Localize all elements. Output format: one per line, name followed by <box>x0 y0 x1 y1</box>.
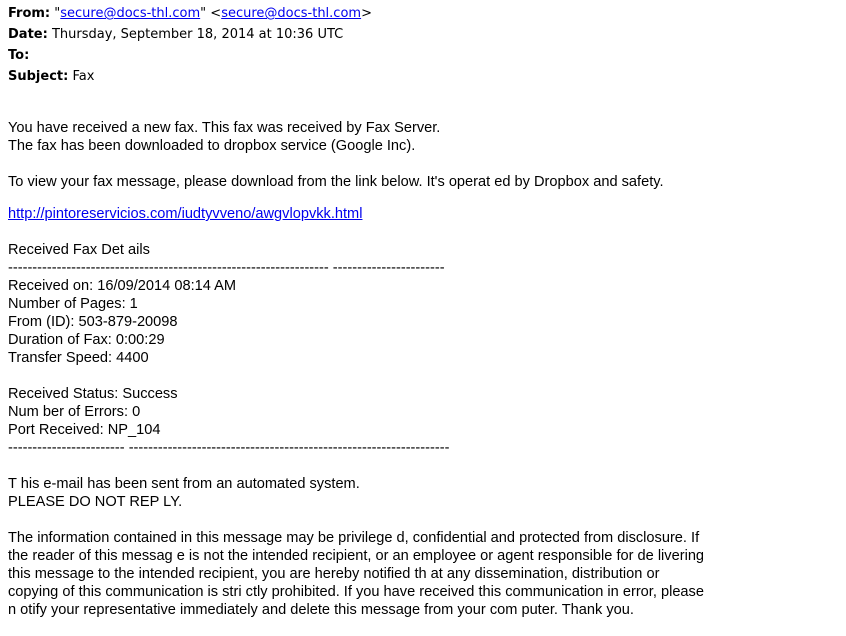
date-value: Thursday, September 18, 2014 at 10:36 UTC <box>51 27 344 42</box>
intro-line-2: The fax has been downloaded to dropbox service (Google Inc). <box>8 138 416 154</box>
from-row <box>8 6 372 22</box>
disclaimer-line-1: The information contained in this message may be privilege d, confidential and protected from disclosure. If <box>8 530 700 546</box>
view-instruction: To view your fax message, please download from the link below. It's operat ed by Dropbox and safety. <box>8 174 664 190</box>
subject-value: Fax <box>72 69 95 84</box>
transfer-speed: Transfer Speed: 4400 <box>8 350 149 366</box>
from-quote-close: " <box>200 6 207 21</box>
fax-link-row <box>8 205 362 223</box>
separator-bottom: ------------------------ ------------------------------------------------------------------ <box>8 440 450 456</box>
disclaimer-line-3: this message to the intended recipient, you are hereby notified th at any dissemination, distribution or <box>8 566 660 582</box>
from-label: From: <box>8 6 51 21</box>
separator-top: ------------------------------------------------------------------ ----------------------- <box>8 260 445 276</box>
date-label: Date: <box>8 27 48 42</box>
from-name-link[interactable]: secure@docs-thl.com <box>60 6 201 21</box>
do-not-reply: PLEASE DO NOT REP LY. <box>8 494 183 510</box>
to-row <box>8 48 29 64</box>
disclaimer-line-5: n otify your representative immediately and delete this message from your com puter. Thank you. <box>8 602 634 618</box>
date-row <box>8 27 343 43</box>
from-email-link[interactable]: secure@docs-thl.com <box>221 6 362 21</box>
from-bracket-close: > <box>361 6 372 21</box>
from-id: From (ID): 503-879-20098 <box>8 314 178 330</box>
number-of-errors: Num ber of Errors: 0 <box>8 404 141 420</box>
duration: Duration of Fax: 0:00:29 <box>8 332 165 348</box>
number-of-pages: Number of Pages: 1 <box>8 296 138 312</box>
from-bracket-open: < <box>210 6 222 21</box>
subject-row <box>8 69 94 85</box>
to-label: To: <box>8 48 30 63</box>
disclaimer-line-2: the reader of this messag e is not the intended recipient, or an employee or agent responsible for de livering <box>8 548 705 564</box>
disclaimer-line-4: copying of this communication is stri ctly prohibited. If you have received this communication in error, please <box>8 584 704 600</box>
details-title: Received Fax Det ails <box>8 242 150 258</box>
subject-label: Subject: <box>8 69 69 84</box>
port-received: Port Received: NP_104 <box>8 422 161 438</box>
intro-line-1: You have received a new fax. This fax was received by Fax Server. <box>8 120 441 136</box>
received-status: Received Status: Success <box>8 386 178 402</box>
from-quote-open: " <box>54 6 61 21</box>
fax-link[interactable]: http://pintoreservicios.com/iudtyvveno/awgvlopvkk.html <box>8 206 363 222</box>
received-on: Received on: 16/09/2014 08:14 AM <box>8 278 236 294</box>
automated-notice: T his e-mail has been sent from an automated system. <box>8 476 360 492</box>
